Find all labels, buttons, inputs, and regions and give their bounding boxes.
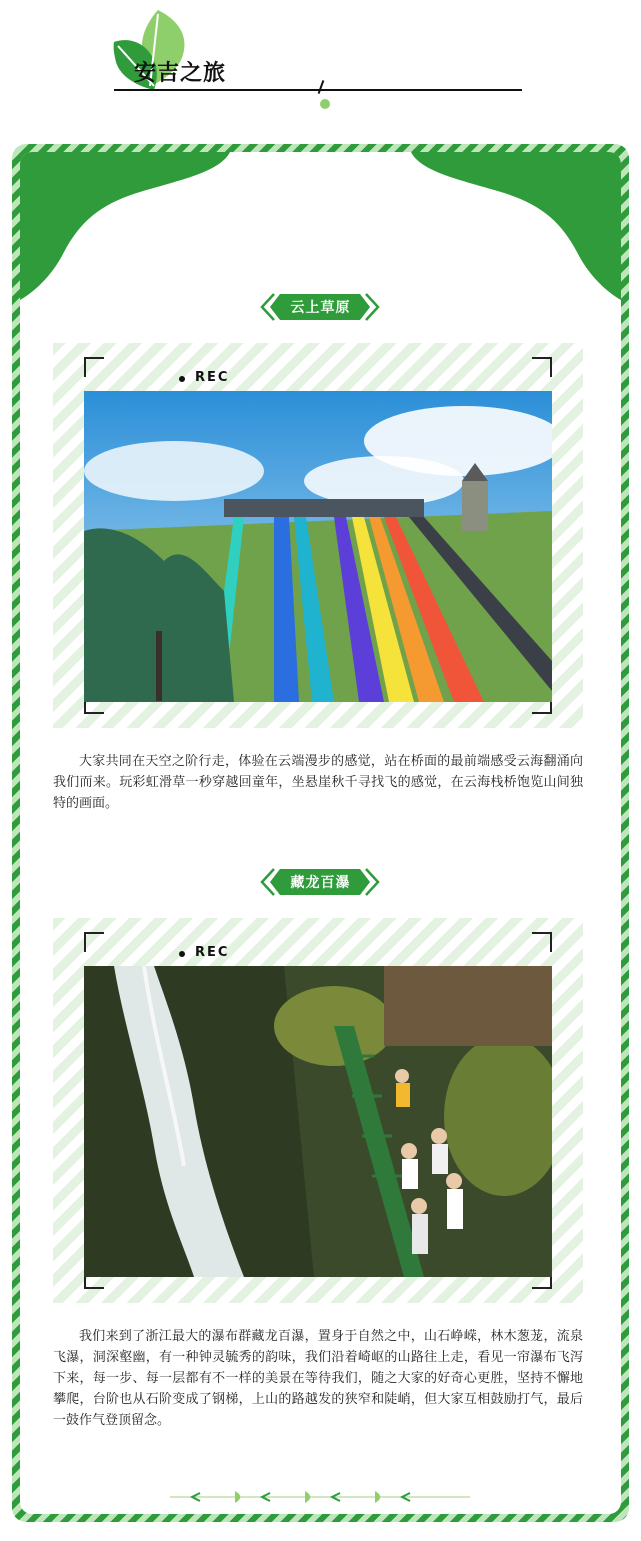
content-card [12, 144, 629, 1522]
rainbow-slide-photo [84, 391, 552, 702]
section-tag-label: 云上草原 [290, 300, 351, 316]
rec-label: REC [195, 945, 230, 960]
frame-corner [84, 357, 104, 377]
frame-corner [532, 932, 552, 952]
photo-frame-waterfall [53, 918, 583, 1303]
photo-frame-grassland [53, 343, 583, 728]
page-title: 安吉之旅 [134, 61, 227, 86]
section-paragraph-waterfall: 我们来到了浙江最大的瀑布群藏龙百瀑，置身于自然之中，山石峥嵘，林木葱茏，流泉飞瀑，洞深壑幽，有一种钟灵毓秀的韵味，我们沿着崎岖的山路往上走，看见一帘瀑布飞泻下来，每一步、每一层都有不一样的美景在等待我们，随之大家的好奇心更胜，坚持不懈地攀爬，台阶也从石阶变成了钢梯，上山的路越发的狭窄和陡峭，但大家互相鼓励打气，最后一鼓作气登顶留念。 [53, 1329, 583, 1428]
rec-dot-icon [179, 951, 185, 957]
section-tag-grassland [20, 292, 621, 322]
title-dot [320, 99, 330, 109]
section-tag-waterfall [20, 867, 621, 897]
corner-wave-right [411, 152, 621, 302]
corner-wave-left [20, 152, 230, 302]
rec-label: REC [195, 370, 230, 385]
page-header [0, 0, 641, 120]
content-card-inner [20, 152, 621, 1514]
waterfall-group-photo [84, 966, 552, 1277]
frame-corner [84, 932, 104, 952]
section-paragraph-grassland: 大家共同在天空之阶行走，体验在云端漫步的感觉，站在桥面的最前端感受云海翻涌向我们而来。玩彩虹滑草一秒穿越回童年，坐悬崖秋千寻找飞的感觉，在云海栈桥饱览山间独特的画面。 [53, 754, 583, 811]
footer-vine-icon [170, 1489, 470, 1505]
section-tag-label: 藏龙百瀑 [290, 875, 351, 891]
frame-corner [532, 357, 552, 377]
rec-dot-icon [179, 376, 185, 382]
title-slash [318, 80, 325, 94]
